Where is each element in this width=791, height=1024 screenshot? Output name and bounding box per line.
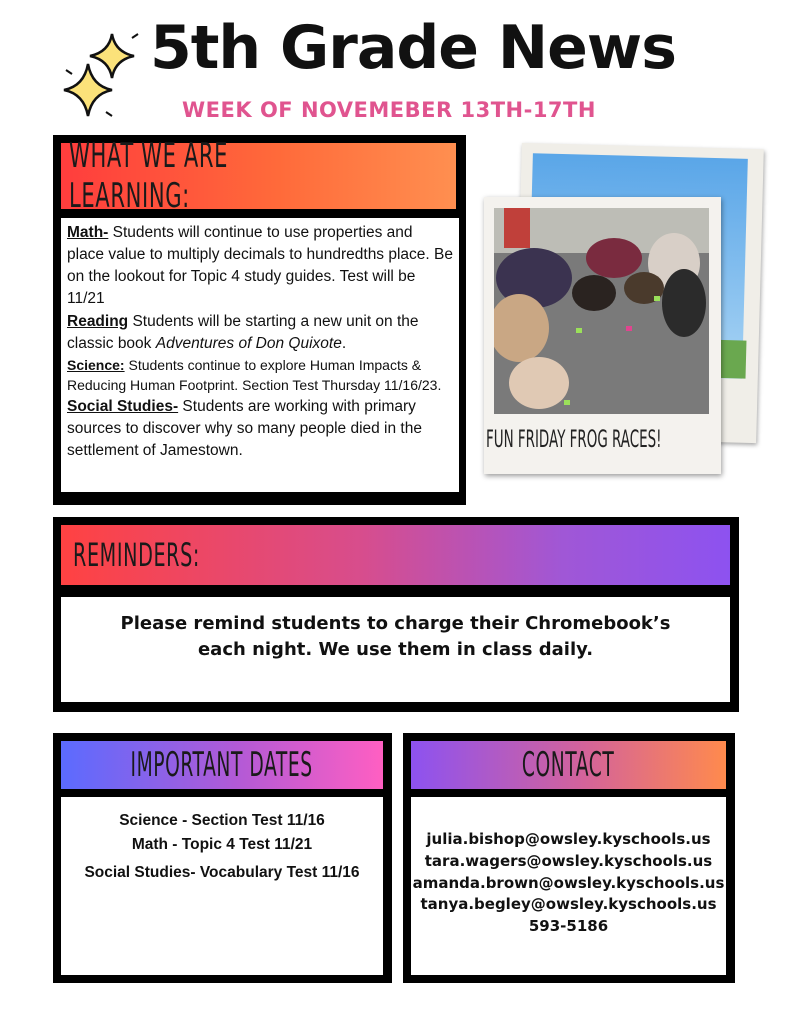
reading-text-end: . bbox=[341, 334, 347, 352]
contact-phone[interactable]: 593-5186 bbox=[528, 917, 609, 935]
date-item: Social Studies- Vocabulary Test 11/16 bbox=[84, 864, 360, 882]
dates-heading bbox=[61, 741, 383, 789]
math-label: Math- bbox=[67, 224, 109, 241]
math-text: Students will continue to use properties and place value to multiply decimals to hundredths place. Be on the lookout for Topic 4 study guides. Test will be 11/21 bbox=[67, 224, 453, 308]
reading-text: Students will be starting a new unit on the classic book bbox=[67, 312, 419, 352]
learning-content bbox=[61, 218, 459, 492]
learning-heading bbox=[61, 136, 456, 216]
science-text: Students continue to explore Human Impacts & Reducing Human Footprint. Section Test Thursday 11/16/23. bbox=[67, 356, 442, 394]
math-paragraph bbox=[67, 222, 453, 311]
reading-paragraph bbox=[67, 311, 453, 355]
page-title: 5th Grade News bbox=[150, 13, 676, 83]
contact-heading bbox=[411, 741, 726, 789]
science-paragraph bbox=[67, 355, 453, 396]
reminders-text: Please remind students to charge their Chromebook’s each night. We use them in class daily. bbox=[120, 613, 671, 661]
social-studies-paragraph bbox=[67, 396, 453, 462]
science-label: Science: bbox=[67, 356, 125, 373]
class-photo bbox=[494, 208, 709, 414]
students-photo-illustration bbox=[494, 208, 709, 414]
reading-book-title: Adventures of Don Quixote bbox=[155, 334, 342, 352]
contact-email-link[interactable]: tara.wagers@owsley.kyschools.us bbox=[424, 851, 713, 870]
reading-label: Reading bbox=[67, 312, 129, 330]
reminders-content bbox=[61, 597, 730, 702]
date-item: Math - Topic 4 Test 11/21 bbox=[131, 836, 313, 854]
sparkle-icon bbox=[62, 30, 148, 120]
reminders-heading-text: REMINDERS: bbox=[73, 536, 200, 574]
week-subtitle: WEEK OF NOVEMEBER 13TH-17TH bbox=[182, 98, 596, 122]
photo-caption bbox=[486, 425, 716, 453]
date-item: Science - Section Test 11/16 bbox=[119, 812, 325, 829]
contact-email-link[interactable]: julia.bishop@owsley.kyschools.us bbox=[426, 830, 711, 848]
social-studies-text: Students are working with primary sources to discover why so many people died in the settlement of Jamestown. bbox=[67, 397, 422, 459]
contact-email-link[interactable]: amanda.brown@owsley.kyschools.us bbox=[412, 873, 725, 892]
dates-content bbox=[61, 797, 383, 975]
social-studies-label: Social Studies- bbox=[67, 397, 179, 415]
photo-caption-text: FUN FRIDAY FROG RACES! bbox=[486, 425, 662, 453]
contact-email-link[interactable]: tanya.begley@owsley.kyschools.us bbox=[420, 895, 717, 914]
dates-heading-text: IMPORTANT DATES bbox=[130, 745, 314, 785]
reminders-heading bbox=[61, 525, 730, 585]
contact-content bbox=[411, 797, 726, 975]
learning-heading-text: WHAT WE ARE LEARNING: bbox=[69, 136, 229, 216]
contact-heading-text: CONTACT bbox=[522, 745, 615, 785]
